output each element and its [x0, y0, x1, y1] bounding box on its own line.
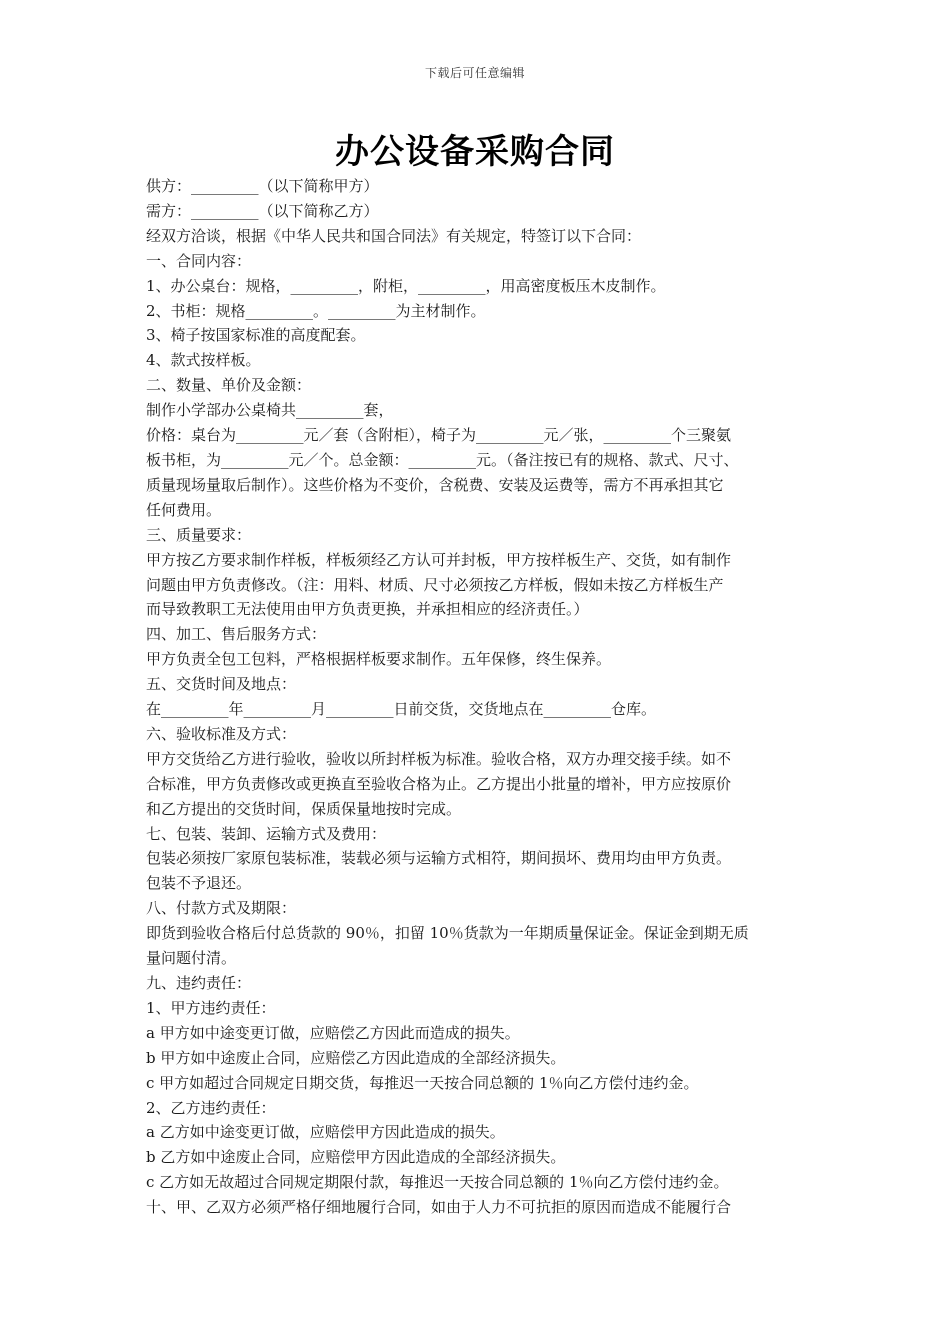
contract-line: 甲方按乙方要求制作样板，样板须经乙方认可并封板，甲方按样板生产、交货，如有制作 [146, 550, 732, 569]
contract-line: 3、椅子按国家标准的高度配套。 [146, 326, 366, 345]
contract-line: 2、乙方违约责任： [146, 1098, 276, 1117]
contract-body [146, 174, 826, 1220]
contract-line: 即货到验收合格后付总货款的 90％，扣留 10％货款为一年期质量保证金。保证金到期无质 [146, 924, 749, 943]
contract-line: 经双方洽谈，根据《中华人民共和国合同法》有关规定，特签订以下合同： [146, 226, 642, 245]
contract-line: 和乙方提出的交货时间，保质保量地按时完成。 [146, 799, 462, 818]
contract-line: 甲方负责全包工包料，严格根据样板要求制作。五年保修，终生保养。 [146, 650, 612, 669]
contract-line: 包装不予退还。 [146, 874, 252, 893]
contract-line: 而导致教职工无法使用由甲方负责更换，并承担相应的经济责任。） [146, 600, 589, 619]
contract-line: 四、加工、售后服务方式： [146, 625, 327, 644]
contract-line: 二、数量、单价及金额： [146, 376, 312, 395]
page-header-note: 下载后可任意编辑 [424, 66, 525, 80]
contract-line: 制作小学部办公桌椅共_________套， [146, 401, 394, 420]
contract-line: 问题由甲方负责修改。（注：用料、材质、尺寸必须按乙方样板，假如未按乙方样板生产 [146, 575, 724, 594]
contract-line: 一、合同内容： [146, 251, 252, 270]
contract-line: 需方：_________（以下简称乙方） [146, 201, 379, 220]
contract-line: 七、包装、装卸、运输方式及费用： [146, 824, 387, 843]
contract-line: c 甲方如超过合同规定日期交货，每推迟一天按合同总额的 1％向乙方偿付违约金。 [146, 1073, 699, 1092]
contract-line: 六、验收标准及方式： [146, 724, 297, 743]
contract-line: a 乙方如中途变更订做，应赔偿甲方因此造成的损失。 [146, 1123, 505, 1142]
contract-line: 2、书柜：规格_________。_________为主材制作。 [146, 301, 486, 320]
contract-line: 甲方交货给乙方进行验收，验收以所封样板为标准。验收合格，双方办理交接手续。如不 [146, 749, 732, 768]
contract-line: 4、款式按样板。 [146, 351, 261, 370]
contract-line: 三、质量要求： [146, 525, 252, 544]
contract-line: b 甲方如中途废止合同，应赔偿乙方因此造成的全部经济损失。 [146, 1048, 566, 1067]
contract-line: 在_________年_________月_________日前交货，交货地点在_________仓库。 [146, 700, 657, 719]
contract-line: 任何费用。 [146, 500, 222, 519]
contract-line: a 甲方如中途变更订做，应赔偿乙方因此而造成的损失。 [146, 1023, 520, 1042]
contract-line: 质量现场量取后制作）。这些价格为不变价，含税费、安装及运费等，需方不再承担其它 [146, 475, 724, 494]
contract-line: 价格：桌台为_________元／套（含附柜），椅子为_________元／张，_________个三聚氨 [146, 426, 732, 445]
contract-line: 五、交货时间及地点： [146, 675, 297, 694]
contract-line: c 乙方如无故超过合同规定期限付款，每推迟一天按合同总额的 1％向乙方偿付违约金。 [146, 1173, 729, 1192]
contract-line: 十、甲、乙双方必须严格仔细地履行合同，如由于人力不可抗拒的原因而造成不能履行合 [146, 1198, 732, 1217]
contract-line: 量问题付清。 [146, 949, 237, 968]
contract-line: 九、违约责任： [146, 974, 252, 992]
contract-line: 1、甲方违约责任： [146, 998, 276, 1017]
contract-line: b 乙方如中途废止合同，应赔偿甲方因此造成的全部经济损失。 [146, 1148, 566, 1167]
contract-line: 包装必须按厂家原包装标准，装载必须与运输方式相符，期间损坏、费用均由甲方负责。 [146, 849, 732, 868]
contract-line: 八、付款方式及期限： [146, 899, 297, 918]
contract-line: 合标准，甲方负责修改或更换直至验收合格为止。乙方提出小批量的增补，甲方应按原价 [146, 774, 732, 793]
document-title: 办公设备采购合同 [335, 132, 615, 172]
contract-line: 板书柜，为_________元／个。总金额：_________元。（备注按已有的规格、款式、尺寸、 [146, 450, 739, 469]
contract-line: 供方：_________（以下简称甲方） [146, 177, 379, 195]
contract-line: 1、办公桌台：规格，_________，附柜，_________，用高密度板压木皮制作。 [146, 276, 666, 295]
